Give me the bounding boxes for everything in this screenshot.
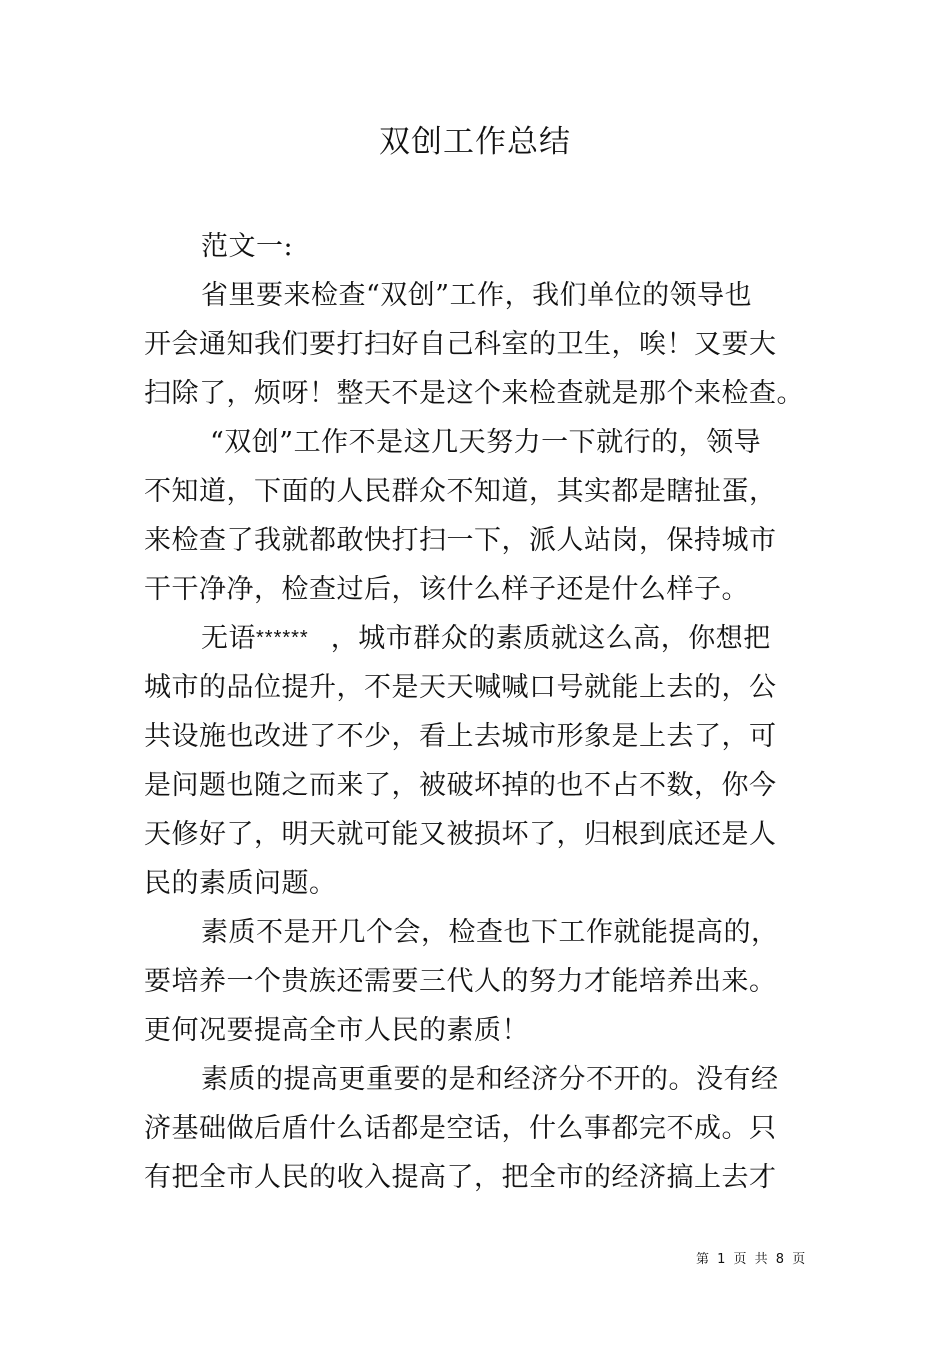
text-line: 更何况要提高全市人民的素质！ bbox=[144, 1015, 529, 1046]
text-line: 素质不是开几个会，检查也下工作就能提高的， bbox=[201, 917, 779, 948]
text-line: 城市的品位提升，不是天天喊喊口号就能上去的，公 bbox=[144, 672, 777, 703]
text-line: 范文一: bbox=[201, 231, 294, 262]
redacted-text: ****** bbox=[256, 627, 309, 649]
text-fragment: ，城市群众的素质就这么高，你想把 bbox=[330, 623, 771, 654]
text-line: “双创”工作不是这几天努力一下就行的，领导 bbox=[210, 427, 762, 458]
text-line: 济基础做后盾什么话都是空话，什么事都完不成。只 bbox=[144, 1113, 777, 1144]
text-line: 来检查了我就都敢快打扫一下，派人站岗，保持城市 bbox=[144, 525, 777, 556]
text-line: 素质的提高更重要的是和经济分不开的。没有经 bbox=[201, 1064, 779, 1095]
text-line: 扫除了，烦呀！整天不是这个来检查就是那个来检查。 bbox=[144, 378, 804, 409]
text-line: 省里要来检查“双创”工作，我们单位的领导也 bbox=[201, 280, 753, 311]
text-line: 干干净净，检查过后，该什么样子还是什么样子。 bbox=[144, 574, 749, 605]
document-title: 双创工作总结 bbox=[379, 124, 571, 160]
text-fragment: 无语 bbox=[201, 623, 256, 654]
text-line: 开会通知我们要打扫好自己科室的卫生，唉！又要大 bbox=[144, 329, 777, 360]
document-body bbox=[144, 222, 804, 1202]
text-line: 是问题也随之而来了，被破坏掉的也不占不数，你今 bbox=[144, 770, 777, 801]
text-line: 民的素质问题。 bbox=[144, 868, 337, 899]
text-line: 要培养一个贵族还需要三代人的努力才能培养出来。 bbox=[144, 966, 777, 997]
text-line: 天修好了，明天就可能又被损坏了，归根到底还是人 bbox=[144, 819, 777, 850]
text-line bbox=[144, 614, 784, 663]
text-line: 共设施也改进了不少，看上去城市形象是上去了，可 bbox=[144, 721, 777, 752]
text-line: 不知道，下面的人民群众不知道，其实都是瞎扯蛋， bbox=[144, 476, 777, 507]
page-number: 第 1 页 共 8 页 bbox=[696, 1252, 808, 1267]
text-line: 有把全市人民的收入提高了，把全市的经济搞上去才 bbox=[144, 1162, 777, 1193]
